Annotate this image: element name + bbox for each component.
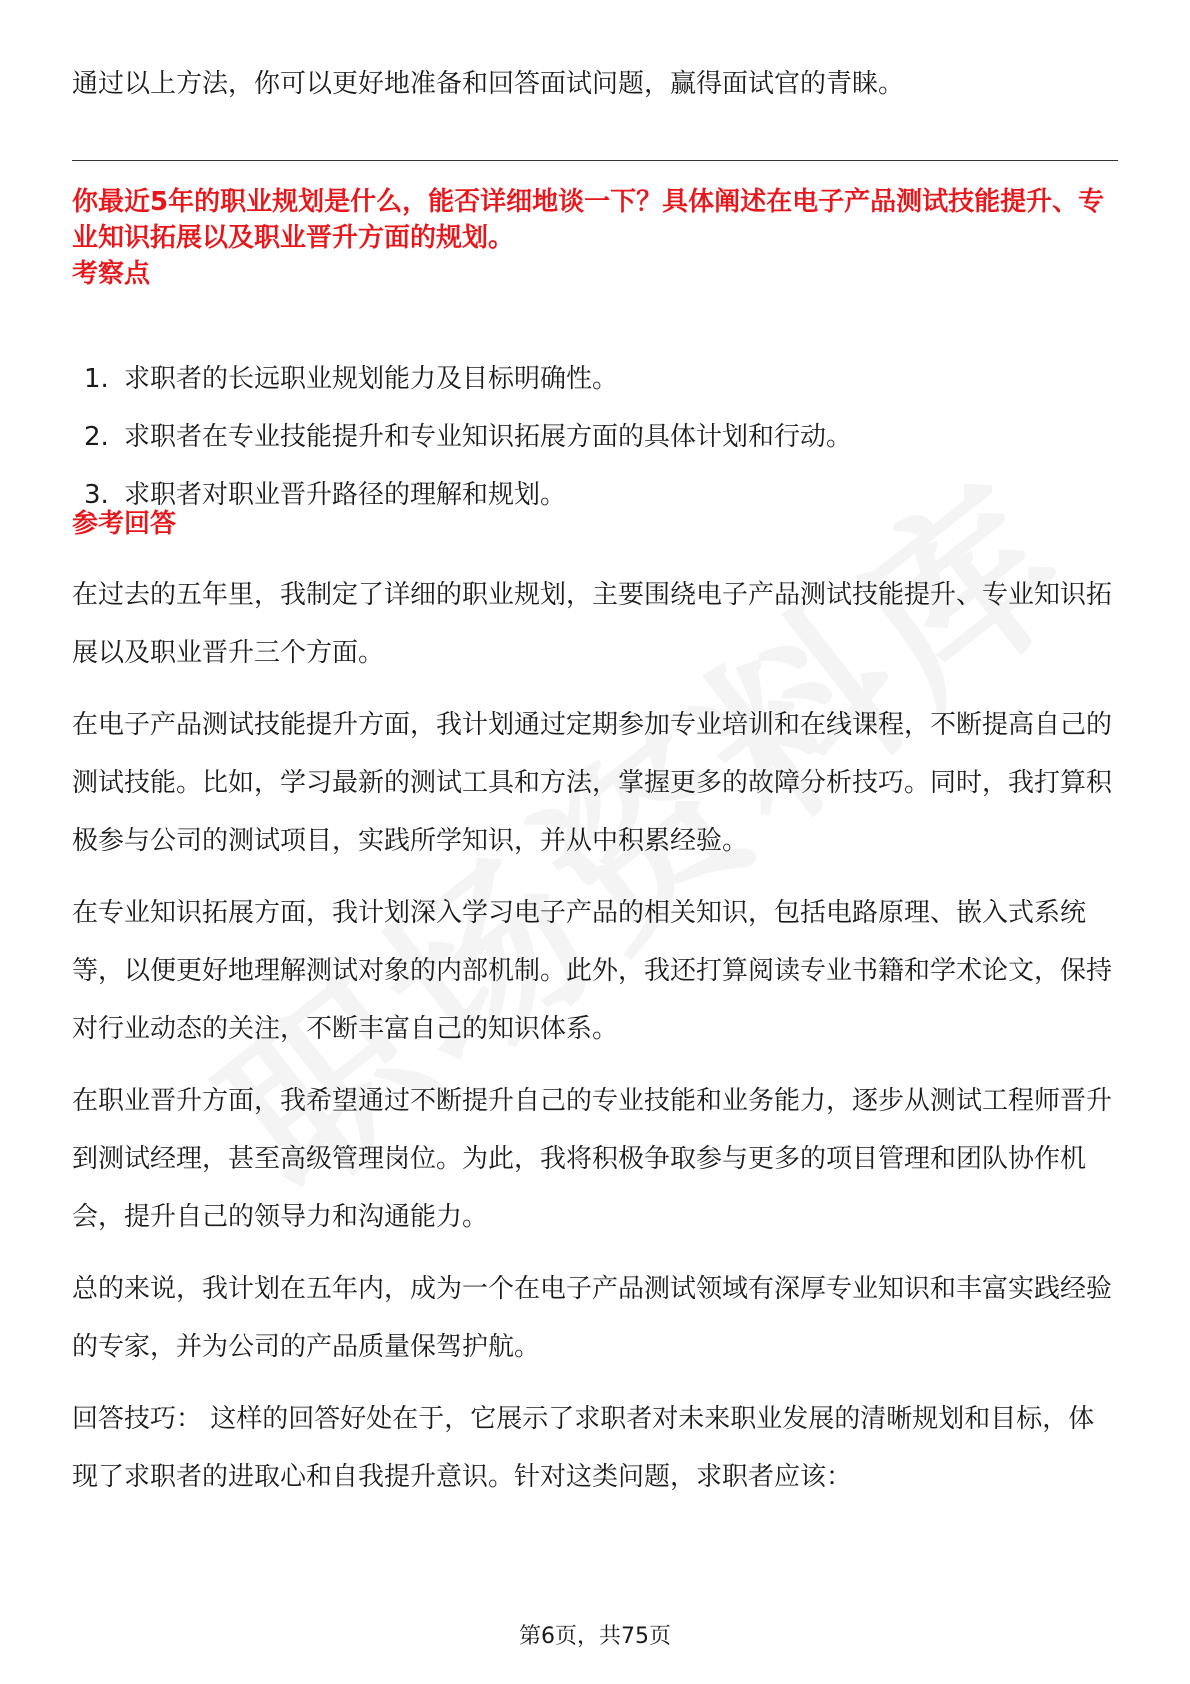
answer-section-title: 参考回答: [72, 509, 177, 539]
list-number: 3.: [84, 480, 109, 510]
page-footer: 第6页，共75页: [519, 1624, 671, 1649]
points-section-title: 考察点: [72, 259, 151, 289]
list-item: [84, 466, 852, 524]
answer-tips-paragraph: 回答技巧： 这样的回答好处在于，它展示了求职者对未来职业发展的清晰规划和目标，体现了求职者的进取心和自我提升意识。针对这类问题，求职者应该：: [72, 1404, 1095, 1492]
list-item: [84, 408, 852, 466]
answer-paragraph: 在过去的五年里，我制定了详细的职业规划，主要围绕电子产品测试技能提升、专业知识拓展以及职业晋升三个方面。: [72, 580, 1113, 668]
answer-paragraph: 在专业知识拓展方面，我计划深入学习电子产品的相关知识，包括电路原理、嵌入式系统等，以便更好地理解测试对象的内部机制。此外，我还打算阅读专业书籍和学术论文，保持对行业动态的关注，不断丰富自己的知识体系。: [72, 898, 1113, 1044]
list-number: 2.: [84, 422, 109, 452]
list-number: 1.: [84, 364, 109, 394]
question-heading: 你最近5年的职业规划是什么，能否详细地谈一下？具体阐述在电子产品测试技能提升、专业知识拓展以及职业晋升方面的规划。: [72, 187, 1105, 253]
intro-text: 通过以上方法，你可以更好地准备和回答面试问题，赢得面试官的青睐。: [72, 69, 905, 99]
list-item: [84, 350, 852, 408]
list-text: 求职者在专业技能提升和专业知识拓展方面的具体计划和行动。: [124, 422, 853, 452]
points-list: [84, 350, 852, 524]
list-text: 求职者的长远职业规划能力及目标明确性。: [124, 364, 619, 394]
answer-paragraph: 总的来说，我计划在五年内，成为一个在电子产品测试领域有深厚专业知识和丰富实践经验的专家，并为公司的产品质量保驾护航。: [72, 1274, 1113, 1362]
list-text: 求职者对职业晋升路径的理解和规划。: [124, 480, 567, 510]
answer-paragraph: 在电子产品测试技能提升方面，我计划通过定期参加专业培训和在线课程，不断提高自己的测试技能。比如，学习最新的测试工具和方法，掌握更多的故障分析技巧。同时，我打算积极参与公司的测试项目，实践所学知识，并从中积累经验。: [72, 710, 1113, 856]
divider: [72, 160, 1118, 161]
answer-paragraph: 在职业晋升方面，我希望通过不断提升自己的专业技能和业务能力，逐步从测试工程师晋升到测试经理，甚至高级管理岗位。为此，我将积极争取参与更多的项目管理和团队协作机会，提升自己的领导力和沟通能力。: [72, 1086, 1113, 1232]
